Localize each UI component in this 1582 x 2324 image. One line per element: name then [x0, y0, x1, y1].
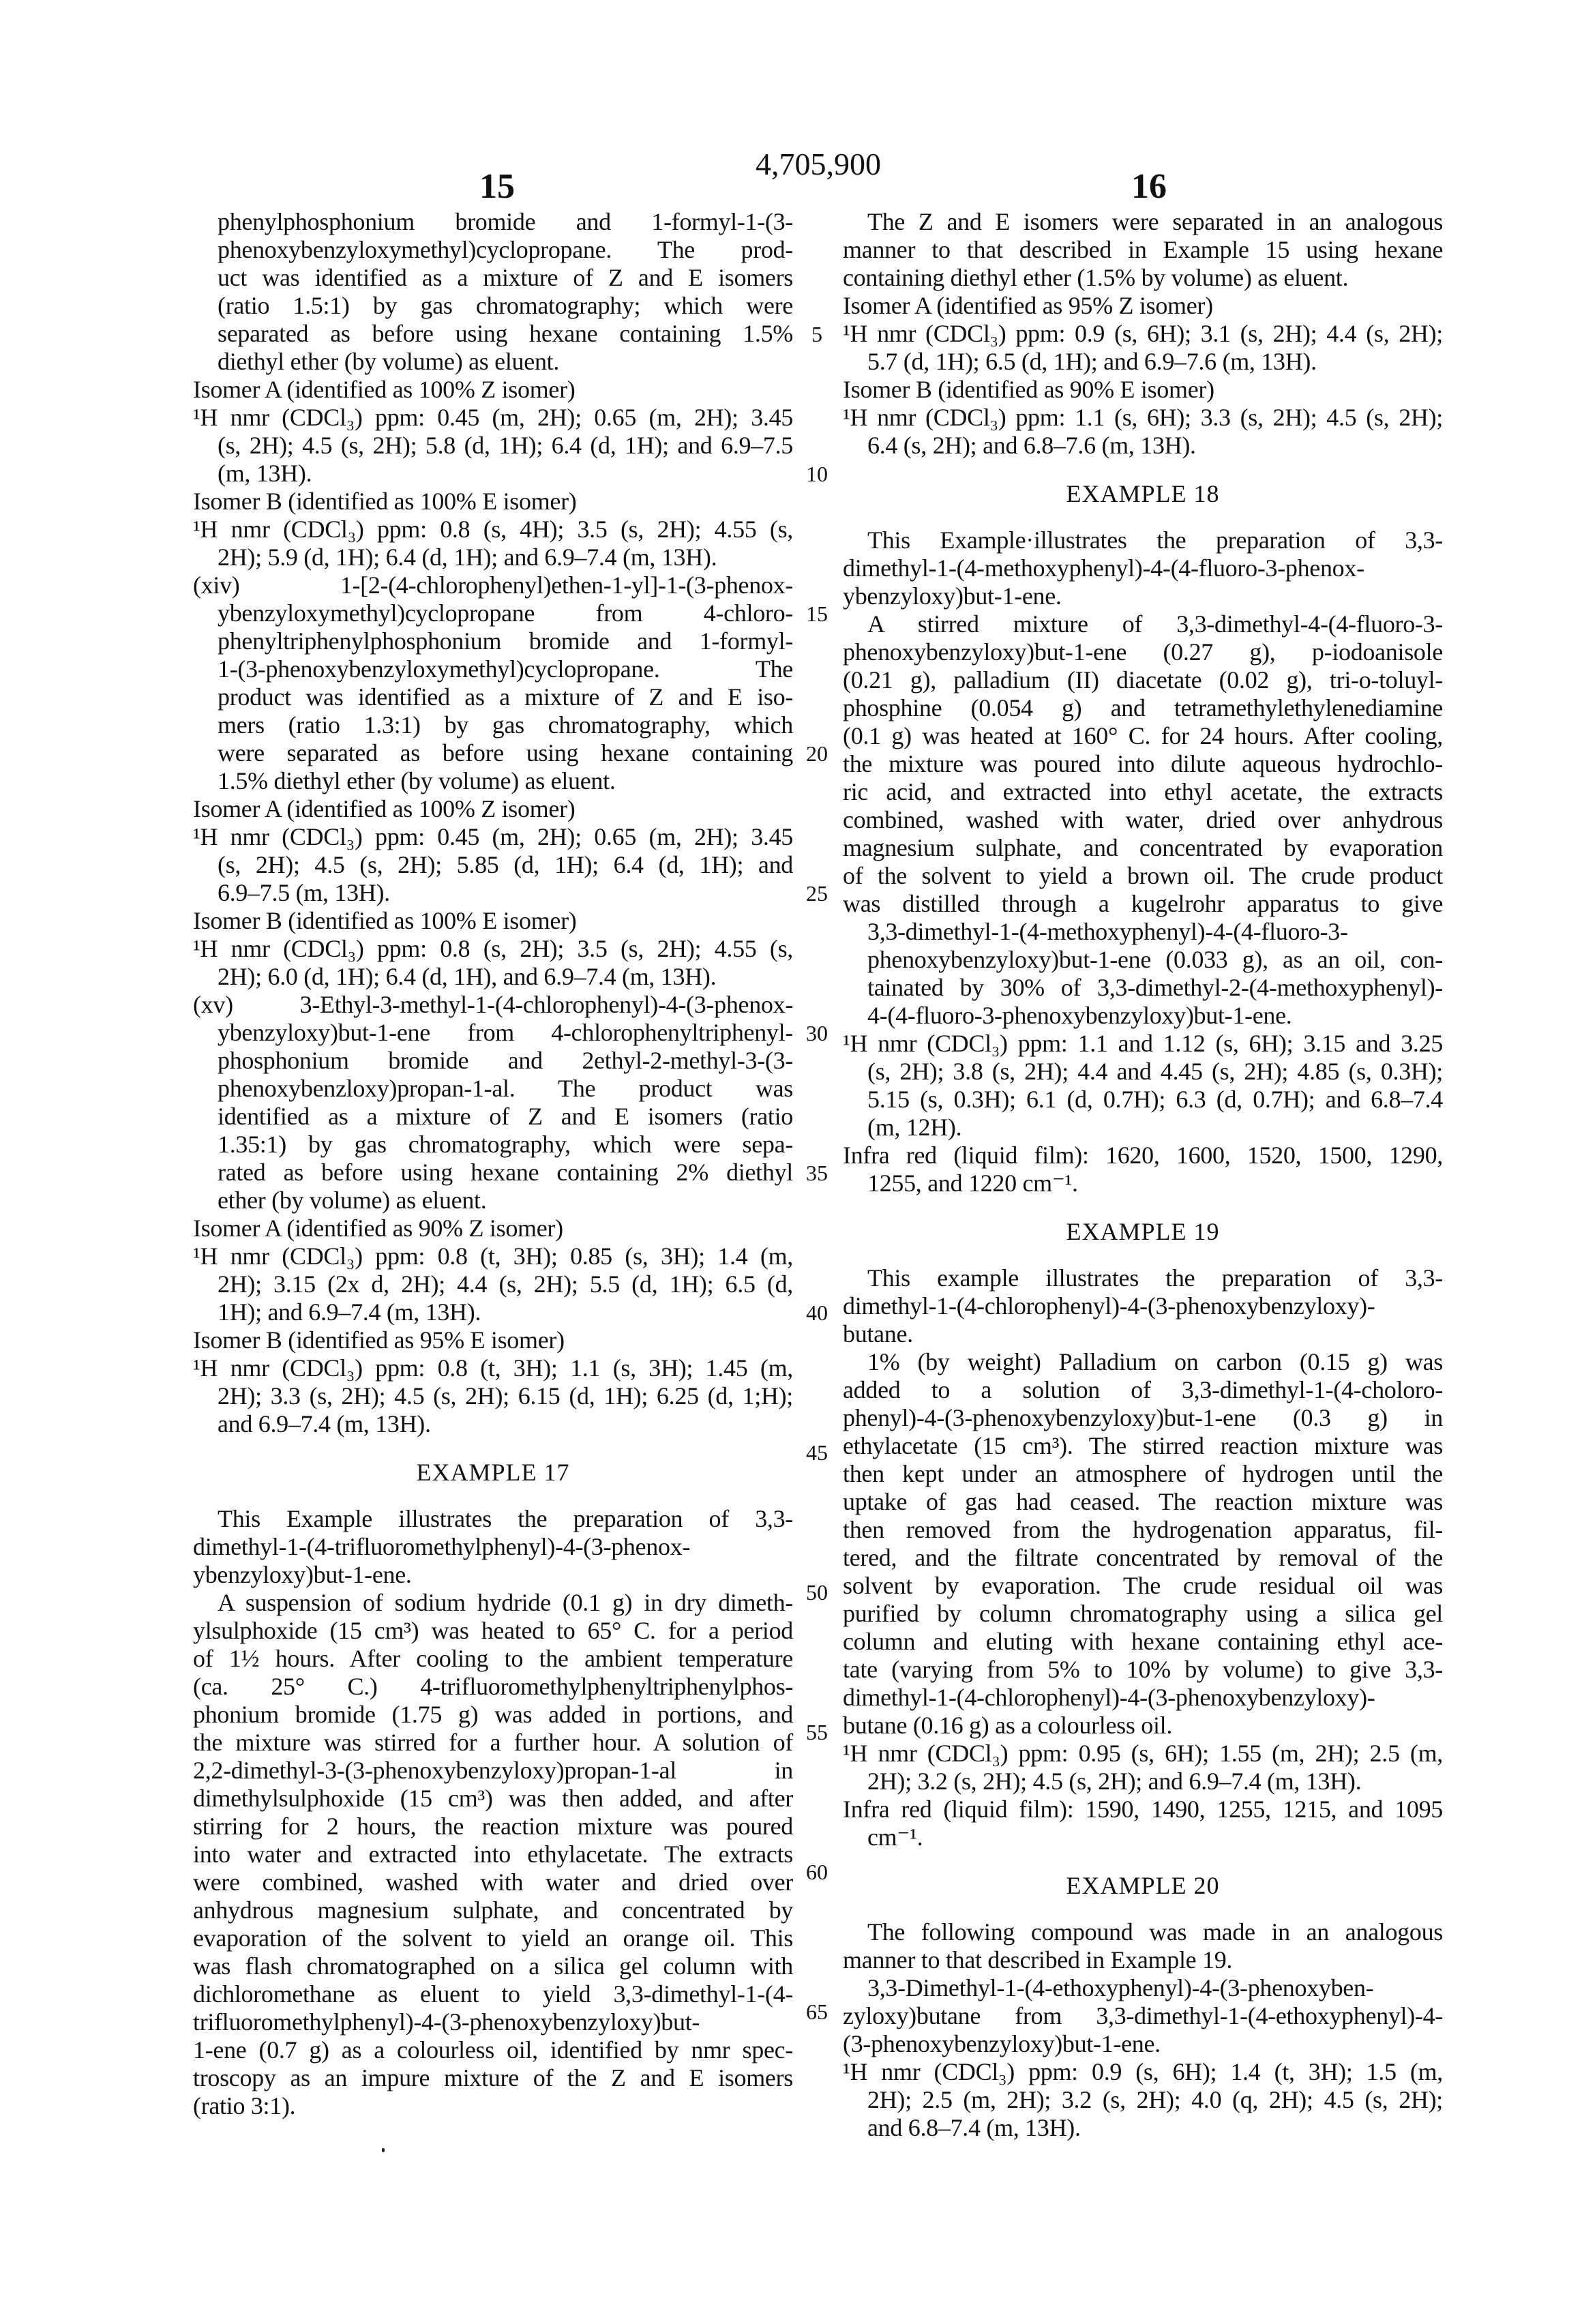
text-line: manner to that described in Example 19.	[843, 1946, 1443, 1974]
text-line: 2H); 6.0 (d, 1H); 6.4 (d, 1H), and 6.9–7.4 (m, 13H).	[193, 963, 793, 991]
text-line: manner to that described in Example 15 using hexane	[843, 236, 1443, 264]
text-line: phenylphosphonium bromide and 1-formyl-1-(3-	[193, 208, 793, 236]
text-line: Isomer B (identified as 95% E isomer)	[193, 1326, 793, 1354]
text-line: (3-phenoxybenzyloxy)but-1-ene.	[843, 2030, 1443, 2058]
text-line: (m, 13H).	[193, 460, 793, 488]
text-line: ¹H nmr (CDCl₃) ppm: 0.8 (t, 3H); 1.1 (s, 3H); 1.45 (m,	[193, 1354, 793, 1382]
text-line: containing diethyl ether (1.5% by volume) as eluent.	[843, 264, 1443, 292]
text-line: ¹H nmr (CDCl₃) ppm: 1.1 (s, 6H); 3.3 (s, 2H); 4.5 (s, 2H);	[843, 404, 1443, 432]
text-line: 1-ene (0.7 g) as a colourless oil, identified by nmr spec-	[193, 2036, 793, 2064]
text-line: column and eluting with hexane containing ethyl ace-	[843, 1628, 1443, 1656]
text-line: 1H); and 6.9–7.4 (m, 13H).	[193, 1298, 793, 1326]
text-line: Isomer A (identified as 100% Z isomer)	[193, 376, 793, 404]
text-line: rated as before using hexane containing 2% diethyl	[193, 1159, 793, 1187]
text-line: Infra red (liquid film): 1590, 1490, 1255, 1215, and 1095	[843, 1796, 1443, 1823]
text-line: tainated by 30% of 3,3-dimethyl-2-(4-methoxyphenyl)-	[843, 974, 1443, 1002]
text-line: Isomer B (identified as 90% E isomer)	[843, 376, 1443, 404]
text-line: 3,3-dimethyl-1-(4-methoxyphenyl)-4-(4-fluoro-3-	[843, 918, 1443, 946]
text-line: the mixture was poured into dilute aqueous hydrochlo-	[843, 750, 1443, 778]
text-line: phenoxybenzyloxymethyl)cyclopropane. The prod-	[193, 236, 793, 264]
text-line: then removed from the hydrogenation apparatus, fil-	[843, 1516, 1443, 1544]
text-line: anhydrous magnesium sulphate, and concentrated by	[193, 1896, 793, 1924]
text-line: evaporation of the solvent to yield an orange oil. This	[193, 1924, 793, 1952]
right-text-column	[843, 208, 1443, 2142]
text-line: added to a solution of 3,3-dimethyl-1-(4-choloro-	[843, 1376, 1443, 1404]
section-heading: EXAMPLE 20	[843, 1872, 1443, 1900]
line-number: 40	[799, 1299, 835, 1327]
line-number: 20	[799, 740, 835, 768]
text-line: 4-(4-fluoro-3-phenoxybenzyloxy)but-1-ene.	[843, 1002, 1443, 1030]
text-line: separated as before using hexane containing 1.5%	[193, 320, 793, 348]
text-line: Isomer A (identified as 95% Z isomer)	[843, 292, 1443, 320]
text-line: 1.5% diethyl ether (by volume) as eluent.	[193, 767, 793, 795]
text-line: Infra red (liquid film): 1620, 1600, 1520, 1500, 1290,	[843, 1142, 1443, 1170]
text-line: 1% (by weight) Palladium on carbon (0.15 g) was	[843, 1348, 1443, 1376]
text-line: 1255, and 1220 cm⁻¹.	[843, 1170, 1443, 1197]
text-line: ¹H nmr (CDCl₃) ppm: 0.8 (s, 4H); 3.5 (s, 2H); 4.55 (s,	[193, 516, 793, 543]
text-line: Isomer A (identified as 100% Z isomer)	[193, 795, 793, 823]
text-line: ybenzyloxymethyl)cyclopropane from 4-chloro-	[193, 599, 793, 627]
text-line: 2H); 3.15 (2x d, 2H); 4.4 (s, 2H); 5.5 (d, 1H); 6.5 (d,	[193, 1270, 793, 1298]
column-number-left: 15	[456, 166, 538, 207]
text-line: mers (ratio 1.3:1) by gas chromatography, which	[193, 711, 793, 739]
text-line: and 6.9–7.4 (m, 13H).	[193, 1410, 793, 1438]
line-number: 45	[799, 1439, 835, 1467]
text-line: 5.7 (d, 1H); 6.5 (d, 1H); and 6.9–7.6 (m, 13H).	[843, 348, 1443, 376]
text-line: Isomer B (identified as 100% E isomer)	[193, 488, 793, 516]
text-line: 2H); 3.2 (s, 2H); 4.5 (s, 2H); and 6.9–7.4 (m, 13H).	[843, 1768, 1443, 1796]
patent-number: 4,705,900	[682, 146, 955, 182]
text-line: ethylacetate (15 cm³). The stirred reaction mixture was	[843, 1432, 1443, 1460]
text-line: solvent by evaporation. The crude residual oil was	[843, 1572, 1443, 1600]
text-line: ¹H nmr (CDCl₃) ppm: 1.1 and 1.12 (s, 6H); 3.15 and 3.25	[843, 1030, 1443, 1058]
text-line: dimethyl-1-(4-chlorophenyl)-4-(3-phenoxybenzyloxy)-	[843, 1684, 1443, 1712]
text-line: cm⁻¹.	[843, 1823, 1443, 1851]
text-line: then kept under an atmosphere of hydrogen until the	[843, 1460, 1443, 1488]
text-line: This example illustrates the preparation of 3,3-	[843, 1264, 1443, 1292]
section-heading: EXAMPLE 19	[843, 1218, 1443, 1246]
text-line: 6.4 (s, 2H); and 6.8–7.6 (m, 13H).	[843, 432, 1443, 460]
text-line: identified as a mixture of Z and E isomers (ratio	[193, 1103, 793, 1131]
text-line: A suspension of sodium hydride (0.1 g) in dry dimeth-	[193, 1589, 793, 1617]
text-line: (xiv) 1-[2-(4-chlorophenyl)ethen-1-yl]-1-(3-phenox-	[193, 571, 793, 599]
line-number: 5	[799, 321, 835, 348]
text-line: ybenzyloxy)but-1-ene.	[843, 582, 1443, 610]
text-line: phosphonium bromide and 2ethyl-2-methyl-3-(3-	[193, 1047, 793, 1075]
text-line: stirring for 2 hours, the reaction mixture was poured	[193, 1813, 793, 1841]
text-line: ybenzyloxy)but-1-ene from 4-chlorophenyltriphenyl-	[193, 1019, 793, 1047]
text-line: into water and extracted into ethylacetate. The extracts	[193, 1841, 793, 1868]
text-line: (s, 2H); 3.8 (s, 2H); 4.4 and 4.45 (s, 2H); 4.85 (s, 0.3H);	[843, 1058, 1443, 1086]
text-line: dichloromethane as eluent to yield 3,3-dimethyl-1-(4-	[193, 1980, 793, 2008]
text-line: was flash chromatographed on a silica gel column with	[193, 1952, 793, 1980]
text-line: ¹H nmr (CDCl₃) ppm: 0.8 (t, 3H); 0.85 (s, 3H); 1.4 (m,	[193, 1242, 793, 1270]
text-line: ¹H nmr (CDCl₃) ppm: 0.45 (m, 2H); 0.65 (m, 2H); 3.45	[193, 404, 793, 432]
text-line: purified by column chromatography using a silica gel	[843, 1600, 1443, 1628]
text-line: The Z and E isomers were separated in an analogous	[843, 208, 1443, 236]
text-line: tered, and the filtrate concentrated by removal of the	[843, 1544, 1443, 1572]
line-number: 65	[799, 1998, 835, 2026]
line-number: 15	[799, 600, 835, 628]
text-line: butane.	[843, 1320, 1443, 1348]
text-line: 2H); 5.9 (d, 1H); 6.4 (d, 1H); and 6.9–7.4 (m, 13H).	[193, 543, 793, 571]
text-line: 2H); 3.3 (s, 2H); 4.5 (s, 2H); 6.15 (d, 1H); 6.25 (d, 1;H);	[193, 1382, 793, 1410]
text-line: ylsulphoxide (15 cm³) was heated to 65° C. for a period	[193, 1617, 793, 1645]
text-line: ¹H nmr (CDCl₃) ppm: 0.95 (s, 6H); 1.55 (m, 2H); 2.5 (m,	[843, 1740, 1443, 1768]
text-line: ¹H nmr (CDCl₃) ppm: 0.9 (s, 6H); 3.1 (s, 2H); 4.4 (s, 2H);	[843, 320, 1443, 348]
text-line: phenyl)-4-(3-phenoxybenzyloxy)but-1-ene (0.3 g) in	[843, 1404, 1443, 1432]
text-line: 6.9–7.5 (m, 13H).	[193, 879, 793, 907]
text-line: trifluoromethylphenyl)-4-(3-phenoxybenzyloxy)but-	[193, 2008, 793, 2036]
text-line: The following compound was made in an analogous	[843, 1918, 1443, 1946]
text-line: diethyl ether (by volume) as eluent.	[193, 348, 793, 376]
text-line: tate (varying from 5% to 10% by volume) to give 3,3-	[843, 1656, 1443, 1684]
text-line: (m, 12H).	[843, 1114, 1443, 1142]
scan-speck	[382, 2148, 385, 2152]
text-line: uptake of gas had ceased. The reaction mixture was	[843, 1488, 1443, 1516]
text-line: (ratio 1.5:1) by gas chromatography; which were	[193, 292, 793, 320]
text-line: (s, 2H); 4.5 (s, 2H); 5.85 (d, 1H); 6.4 (d, 1H); and	[193, 851, 793, 879]
text-line: (0.21 g), palladium (II) diacetate (0.02 g), tri-o-toluyl-	[843, 666, 1443, 694]
text-line: phenyltriphenylphosphonium bromide and 1-formyl-	[193, 627, 793, 655]
text-line: dimethyl-1-(4-trifluoromethylphenyl)-4-(3-phenox-	[193, 1533, 793, 1561]
line-number: 10	[799, 460, 835, 488]
text-line: 2H); 2.5 (m, 2H); 3.2 (s, 2H); 4.0 (q, 2H); 4.5 (s, 2H);	[843, 2086, 1443, 2114]
text-line: A stirred mixture of 3,3-dimethyl-4-(4-fluoro-3-	[843, 610, 1443, 638]
text-line: and 6.8–7.4 (m, 13H).	[843, 2114, 1443, 2142]
text-line: dimethyl-1-(4-chlorophenyl)-4-(3-phenoxybenzyloxy)-	[843, 1292, 1443, 1320]
text-line: ¹H nmr (CDCl₃) ppm: 0.8 (s, 2H); 3.5 (s, 2H); 4.55 (s,	[193, 935, 793, 963]
text-line: were combined, washed with water and dried over	[193, 1868, 793, 1896]
text-line: Isomer B (identified as 100% E isomer)	[193, 907, 793, 935]
text-line: zyloxy)butane from 3,3-dimethyl-1-(4-ethoxyphenyl)-4-	[843, 2002, 1443, 2030]
text-line: combined, washed with water, dried over anhydrous	[843, 806, 1443, 834]
text-line: dimethylsulphoxide (15 cm³) was then added, and after	[193, 1785, 793, 1813]
text-line: (ca. 25° C.) 4-trifluoromethylphenyltriphenylphos-	[193, 1673, 793, 1701]
line-number: 50	[799, 1579, 835, 1607]
text-line: (ratio 3:1).	[193, 2092, 793, 2120]
text-line: 1.35:1) by gas chromatography, which were sepa-	[193, 1131, 793, 1159]
text-line: This Example illustrates the preparation of 3,3-	[193, 1505, 793, 1533]
text-line: (s, 2H); 4.5 (s, 2H); 5.8 (d, 1H); 6.4 (d, 1H); and 6.9–7.5	[193, 432, 793, 460]
line-number: 25	[799, 880, 835, 908]
text-line: phenoxybenzyloxy)but-1-ene (0.27 g), p-iodoanisole	[843, 638, 1443, 666]
text-line: 3,3-Dimethyl-1-(4-ethoxyphenyl)-4-(3-phenoxyben-	[843, 1974, 1443, 2002]
line-number: 55	[799, 1718, 835, 1746]
text-line: ric acid, and extracted into ethyl acetate, the extracts	[843, 778, 1443, 806]
column-number-right: 16	[1108, 166, 1190, 207]
text-line: phenoxybenzloxy)propan-1-al. The product was	[193, 1075, 793, 1103]
text-line: phosphine (0.054 g) and tetramethylethylenediamine	[843, 694, 1443, 722]
text-line: phenoxybenzyloxy)but-1-ene (0.033 g), as an oil, con-	[843, 946, 1443, 974]
text-line: of the solvent to yield a brown oil. The crude product	[843, 862, 1443, 890]
text-line: (xv) 3-Ethyl-3-methyl-1-(4-chlorophenyl)-4-(3-phenox-	[193, 991, 793, 1019]
text-line: dimethyl-1-(4-methoxyphenyl)-4-(4-fluoro-3-phenox-	[843, 554, 1443, 582]
text-line: ybenzyloxy)but-1-ene.	[193, 1561, 793, 1589]
text-line: Isomer A (identified as 90% Z isomer)	[193, 1215, 793, 1242]
left-text-column	[193, 208, 793, 2120]
text-line: troscopy as an impure mixture of the Z and E isomers	[193, 2064, 793, 2092]
text-line: (0.1 g) was heated at 160° C. for 24 hours. After cooling,	[843, 722, 1443, 750]
text-line: 5.15 (s, 0.3H); 6.1 (d, 0.7H); 6.3 (d, 0.7H); and 6.8–7.4	[843, 1086, 1443, 1114]
section-heading: EXAMPLE 17	[193, 1459, 793, 1487]
line-number: 35	[799, 1159, 835, 1187]
text-line: product was identified as a mixture of Z and E iso-	[193, 683, 793, 711]
text-line: 2,2-dimethyl-3-(3-phenoxybenzyloxy)propan-1-al in	[193, 1757, 793, 1785]
text-line: This Example·illustrates the preparation of 3,3-	[843, 526, 1443, 554]
text-line: 1-(3-phenoxybenzyloxymethyl)cyclopropane. The	[193, 655, 793, 683]
line-number: 60	[799, 1858, 835, 1886]
text-line: the mixture was stirred for a further hour. A solution of	[193, 1729, 793, 1757]
text-line: were separated as before using hexane containing	[193, 739, 793, 767]
text-line: of 1½ hours. After cooling to the ambient temperature	[193, 1645, 793, 1673]
text-line: was distilled through a kugelrohr apparatus to give	[843, 890, 1443, 918]
text-line: ¹H nmr (CDCl₃) ppm: 0.9 (s, 6H); 1.4 (t, 3H); 1.5 (m,	[843, 2058, 1443, 2086]
text-line: uct was identified as a mixture of Z and E isomers	[193, 264, 793, 292]
text-line: magnesium sulphate, and concentrated by evaporation	[843, 834, 1443, 862]
text-line: ¹H nmr (CDCl₃) ppm: 0.45 (m, 2H); 0.65 (m, 2H); 3.45	[193, 823, 793, 851]
text-line: ether (by volume) as eluent.	[193, 1187, 793, 1215]
text-line: phonium bromide (1.75 g) was added in portions, and	[193, 1701, 793, 1729]
line-number: 30	[799, 1019, 835, 1047]
section-heading: EXAMPLE 18	[843, 480, 1443, 508]
text-line: butane (0.16 g) as a colourless oil.	[843, 1712, 1443, 1740]
